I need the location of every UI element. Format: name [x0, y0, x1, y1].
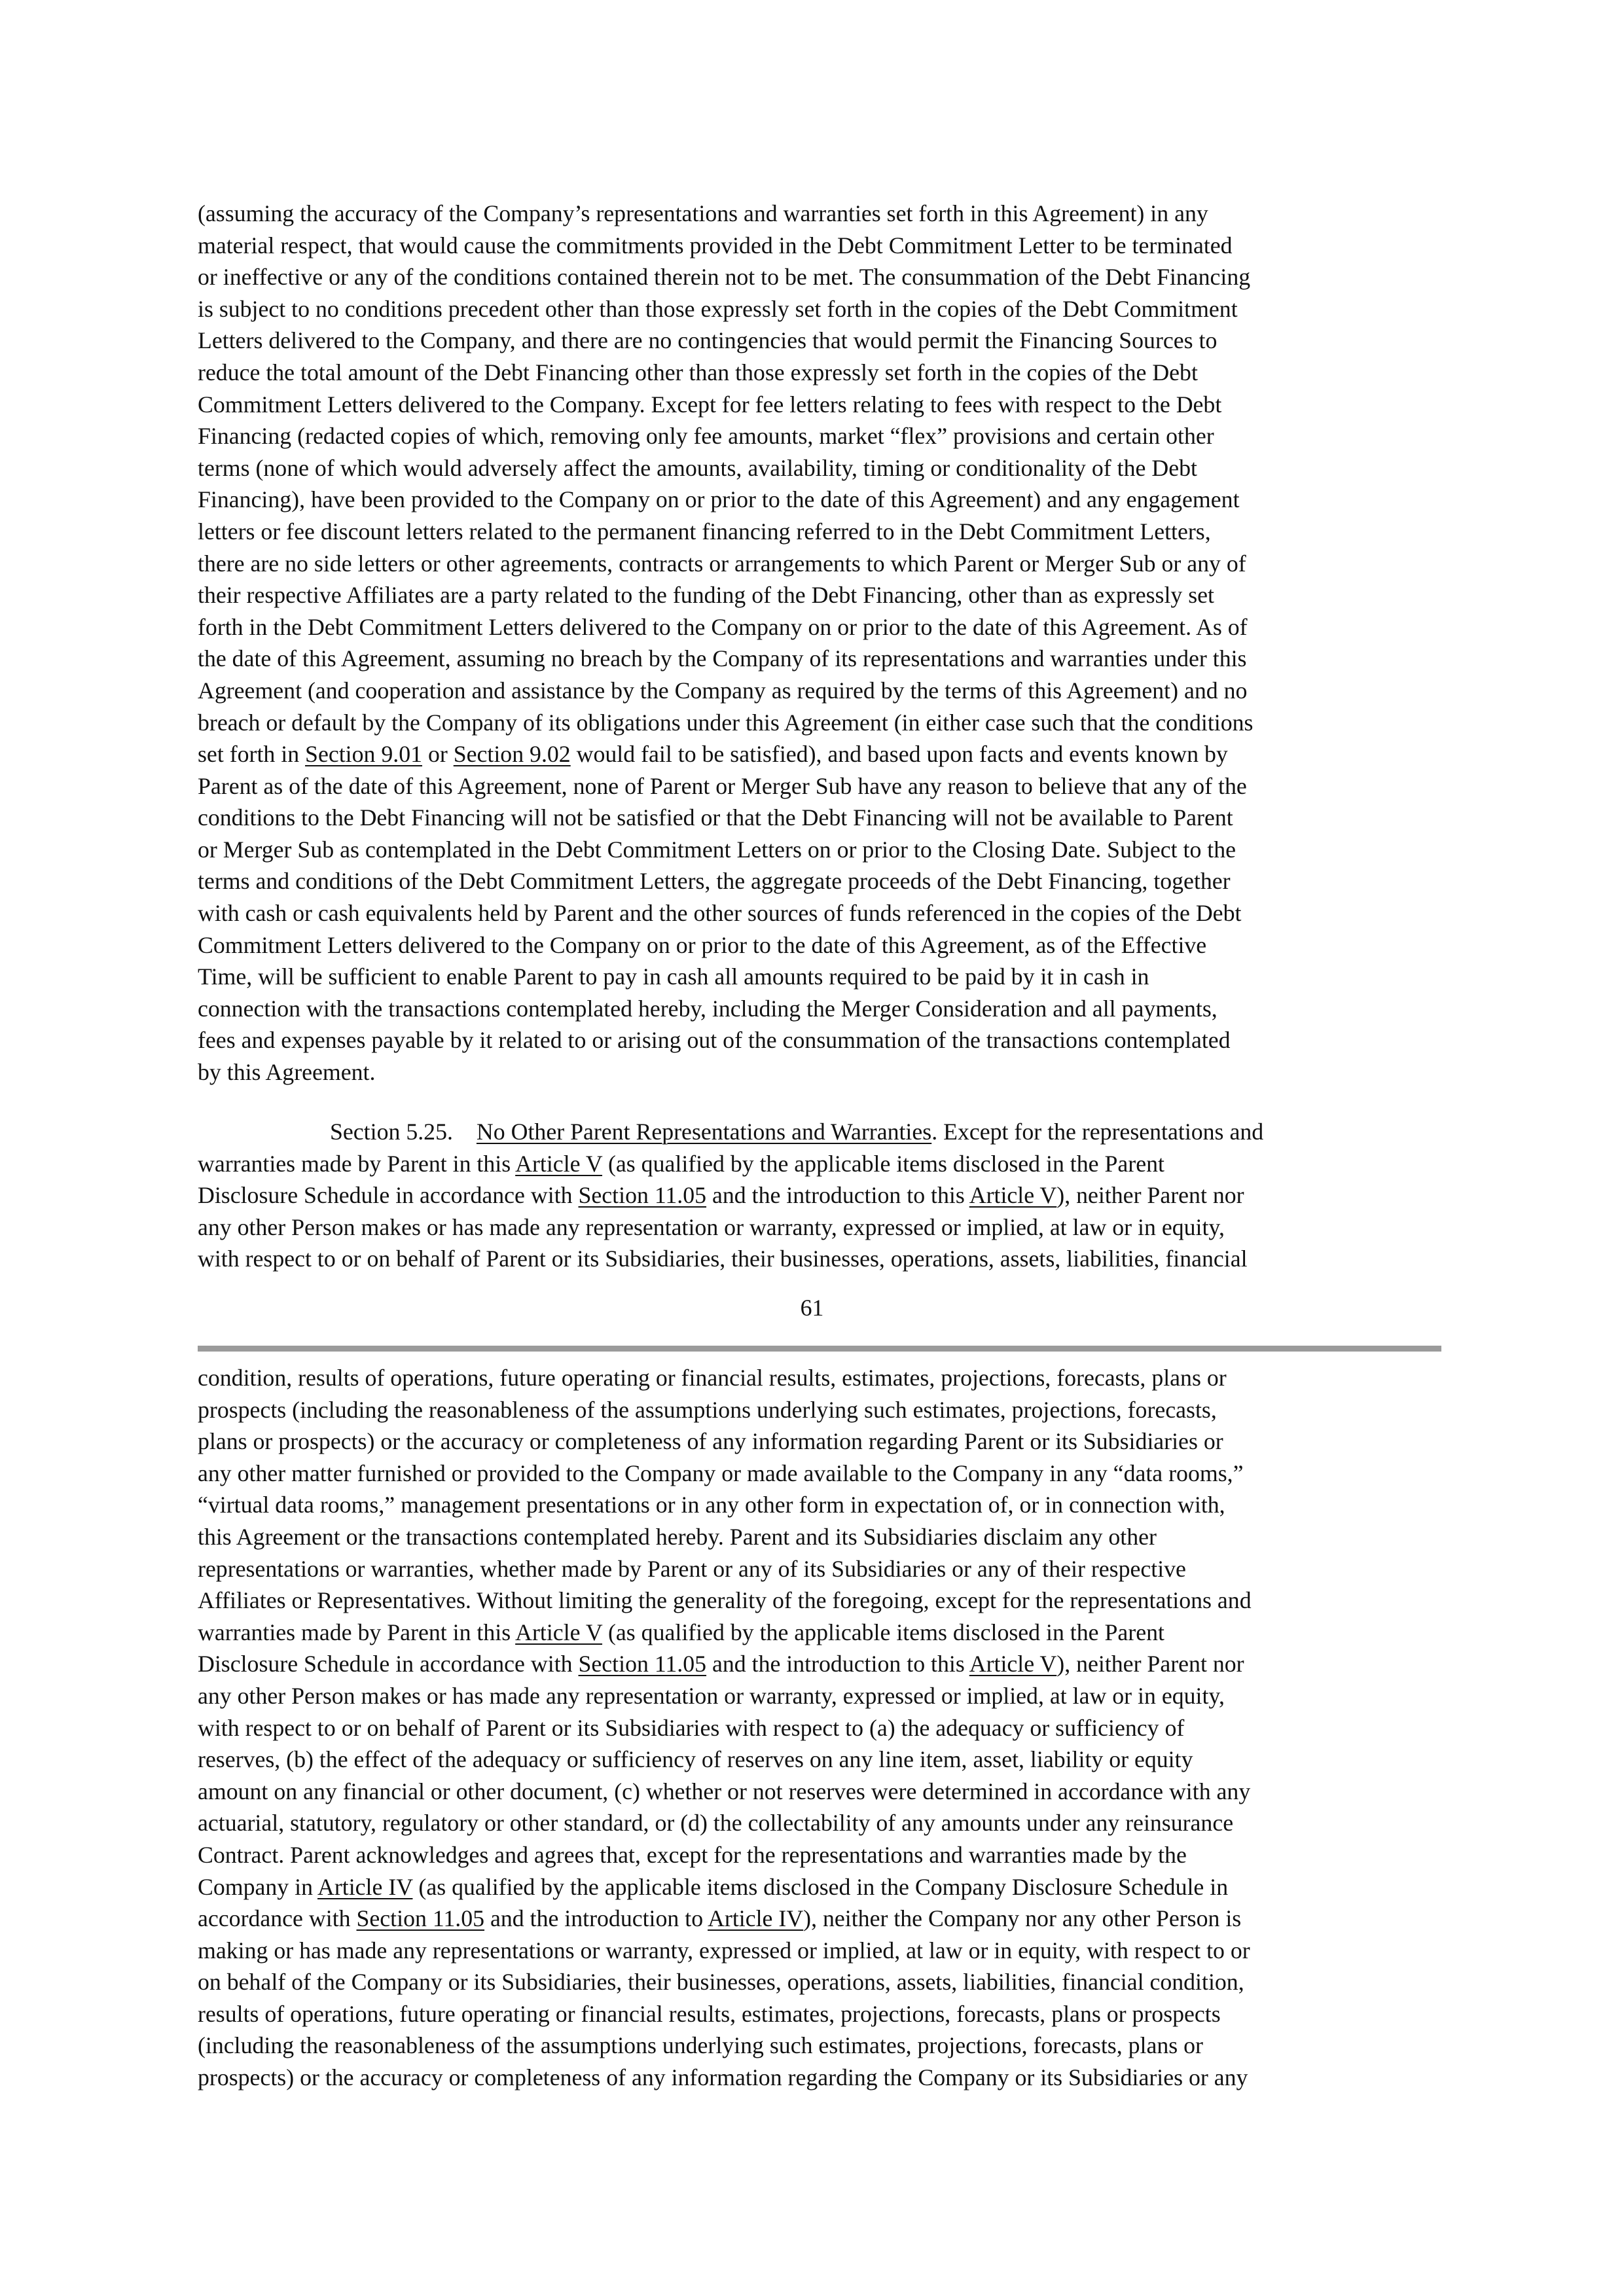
- text-line: reduce the total amount of the Debt Financing other than those expressly set forth in the copies of the Debt: [198, 359, 1198, 386]
- text-line: Time, will be sufficient to enable Parent to pay in cash all amounts required to be paid by it in cash in: [198, 963, 1149, 990]
- text-line: [198, 1116, 1441, 1148]
- text-line: or ineffective or any of the conditions contained therein not to be met. The consummation of the Debt Financing: [198, 264, 1251, 291]
- section-9-01-link[interactable]: Section 9.01: [305, 741, 423, 768]
- text-line: Commitment Letters delivered to the Company on or prior to the date of this Agreement, as of the Effective: [198, 931, 1207, 958]
- text-line: fees and expenses payable by it related to or arising out of the consummation of the transactions contemplated: [198, 1027, 1231, 1054]
- text-line: any other matter furnished or provided to the Company or made available to the Company in any “data rooms,”: [198, 1460, 1244, 1486]
- text-line: [198, 1179, 1441, 1211]
- text-line: plans or prospects) or the accuracy or completeness of any information regarding Parent or its Subsidiaries or: [198, 1428, 1223, 1455]
- text-line: Financing), have been provided to the Company on or prior to the date of this Agreement) and any engagement: [198, 486, 1240, 513]
- text-line: Affiliates or Representatives. Without limiting the generality of the foregoing, except for the representations and: [198, 1587, 1252, 1614]
- text-line: terms and conditions of the Debt Commitment Letters, the aggregate proceeds of the Debt Financing, together: [198, 868, 1231, 895]
- text-line: the date of this Agreement, assuming no breach by the Company of its representations and warranties under this: [198, 645, 1247, 672]
- section-11-05-link[interactable]: Section 11.05: [578, 1182, 707, 1209]
- text-line: with respect to or on behalf of Parent or its Subsidiaries with respect to (a) the adequacy or sufficiency of: [198, 1714, 1185, 1741]
- text-line: reserves, (b) the effect of the adequacy or sufficiency of reserves on any line item, asset, liability or equity: [198, 1746, 1193, 1773]
- article-iv-link[interactable]: Article IV: [317, 1873, 413, 1900]
- text-line: prospects) or the accuracy or completeness of any information regarding the Company or its Subsidiaries or any: [198, 2064, 1248, 2091]
- text-line: [198, 1617, 1441, 1649]
- paragraph-continuation: [198, 1362, 1441, 2094]
- text-line: is subject to no conditions precedent other than those expressly set forth in the copies of the Debt Commitment: [198, 295, 1238, 322]
- article-v-link[interactable]: Article V: [969, 1182, 1057, 1209]
- text-run: accordance with: [198, 1905, 357, 1932]
- text-line: [198, 738, 1441, 770]
- text-run: ), neither Parent nor: [1056, 1182, 1244, 1209]
- page-divider: [198, 1346, 1441, 1352]
- text-run: Company in: [198, 1873, 317, 1900]
- section-9-02-link[interactable]: Section 9.02: [453, 741, 571, 768]
- text-line: Commitment Letters delivered to the Company. Except for fee letters relating to fees with respect to the Debt: [198, 391, 1222, 418]
- text-run: warranties made by Parent in this: [198, 1619, 516, 1645]
- text-line: or Merger Sub as contemplated in the Debt Commitment Letters on or prior to the Closing Date. Subject to the: [198, 836, 1236, 863]
- text-line: [198, 1648, 1441, 1680]
- text-run: . Except for the representations and: [931, 1119, 1264, 1145]
- text-run: warranties made by Parent in this: [198, 1150, 516, 1177]
- text-line: (including the reasonableness of the assumptions underlying such estimates, projections, forecasts, plans or: [198, 2032, 1203, 2059]
- text-run: or: [422, 741, 454, 768]
- text-line: breach or default by the Company of its obligations under this Agreement (in either case such that the conditions: [198, 709, 1254, 736]
- text-line: any other Person makes or has made any representation or warranty, expressed or implied, at law or in equity,: [198, 1682, 1225, 1709]
- text-run: set forth in: [198, 741, 306, 768]
- text-line: this Agreement or the transactions contemplated hereby. Parent and its Subsidiaries disclaim any other: [198, 1523, 1157, 1550]
- text-line: making or has made any representations or warranty, expressed or implied, at law or in equity, with respect to or: [198, 1937, 1250, 1964]
- section-11-05-link[interactable]: Section 11.05: [356, 1905, 485, 1932]
- text-run: (as qualified by the applicable items disclosed in the Company Disclosure Schedule in: [412, 1873, 1229, 1900]
- text-line: [198, 1148, 1441, 1180]
- text-line: Letters delivered to the Company, and there are no contingencies that would permit the Financing Sources to: [198, 327, 1218, 354]
- page-number: 61: [800, 1295, 824, 1321]
- text-line: terms (none of which would adversely affect the amounts, availability, timing or conditionality of the Debt: [198, 454, 1197, 481]
- section-5-25-paragraph: [198, 1116, 1441, 1275]
- text-run: would fail to be satisfied), and based upon facts and events known by: [570, 741, 1228, 768]
- text-run: ), neither Parent nor: [1056, 1651, 1244, 1677]
- text-line: “virtual data rooms,” management presentations or in any other form in expectation of, or in connection with,: [198, 1492, 1225, 1518]
- paragraph-debt-financing: [198, 198, 1441, 1088]
- article-v-link[interactable]: Article V: [515, 1619, 603, 1645]
- text-run: Disclosure Schedule in accordance with: [198, 1182, 579, 1209]
- text-line: (assuming the accuracy of the Company’s representations and warranties set forth in this Agreement) in any: [198, 200, 1208, 226]
- text-line: letters or fee discount letters related to the permanent financing referred to in the Debt Commitment Letters,: [198, 518, 1211, 545]
- article-v-link[interactable]: Article V: [969, 1651, 1057, 1677]
- text-line: condition, results of operations, future operating or financial results, estimates, projections, forecasts, plans or: [198, 1365, 1227, 1391]
- text-line: prospects (including the reasonableness of the assumptions underlying such estimates, projections, forecasts,: [198, 1396, 1217, 1423]
- text-line: by this Agreement.: [198, 1059, 376, 1086]
- text-line: with respect to or on behalf of Parent or its Subsidiaries, their businesses, operations, assets, liabilities, financial: [198, 1246, 1248, 1272]
- article-v-link[interactable]: Article V: [515, 1150, 603, 1177]
- text-line: Contract. Parent acknowledges and agrees that, except for the representations and warranties made by the: [198, 1841, 1187, 1868]
- text-line: any other Person makes or has made any representation or warranty, expressed or implied, at law or in equity,: [198, 1213, 1225, 1240]
- text-line: Parent as of the date of this Agreement, none of Parent or Merger Sub have any reason to believe that any of the: [198, 772, 1247, 799]
- text-run: and the introduction to this: [706, 1651, 969, 1677]
- text-line: amount on any financial or other document, (c) whether or not reserves were determined in accordance with any: [198, 1778, 1251, 1804]
- text-line: actuarial, statutory, regulatory or other standard, or (d) the collectability of any amounts under any reinsurance: [198, 1810, 1234, 1837]
- text-run: (as qualified by the applicable items disclosed in the Parent: [602, 1619, 1164, 1645]
- text-line: forth in the Debt Commitment Letters delivered to the Company on or prior to the date of this Agreement. As of: [198, 613, 1248, 640]
- text-run: and the introduction to: [484, 1905, 708, 1932]
- text-line: Financing (redacted copies of which, removing only fee amounts, market “flex” provisions and certain other: [198, 423, 1214, 450]
- text-line: conditions to the Debt Financing will not be satisfied or that the Debt Financing will not be available to Parent: [198, 804, 1233, 831]
- section-number: Section 5.25.: [330, 1119, 453, 1145]
- text-line: with cash or cash equivalents held by Parent and the other sources of funds referenced in the copies of the Debt: [198, 900, 1242, 927]
- text-line: [198, 1871, 1441, 1903]
- text-run: ), neither the Company nor any other Person is: [803, 1905, 1242, 1932]
- text-run: Disclosure Schedule in accordance with: [198, 1651, 579, 1677]
- article-iv-link[interactable]: Article IV: [708, 1905, 804, 1932]
- text-line: [198, 1903, 1441, 1935]
- text-line: results of operations, future operating or financial results, estimates, projections, forecasts, plans or prospects: [198, 2000, 1221, 2027]
- text-line: material respect, that would cause the commitments provided in the Debt Commitment Letter to be terminated: [198, 232, 1233, 259]
- section-11-05-link[interactable]: Section 11.05: [578, 1651, 707, 1677]
- text-line: their respective Affiliates are a party related to the funding of the Debt Financing, other than as expressly set: [198, 582, 1215, 609]
- text-line: on behalf of the Company or its Subsidiaries, their businesses, operations, assets, liabilities, financial condition,: [198, 1969, 1244, 1996]
- text-line: Agreement (and cooperation and assistance by the Company as required by the terms of this Agreement) and no: [198, 677, 1248, 704]
- section-heading: No Other Parent Representations and Warranties: [476, 1119, 932, 1145]
- text-run: (as qualified by the applicable items disclosed in the Parent: [602, 1150, 1164, 1177]
- text-line: connection with the transactions contemplated hereby, including the Merger Consideration and all payments,: [198, 995, 1218, 1022]
- text-run: and the introduction to this: [706, 1182, 969, 1209]
- text-line: there are no side letters or other agreements, contracts or arrangements to which Parent or Merger Sub or any of: [198, 550, 1246, 577]
- text-line: representations or warranties, whether made by Parent or any of its Subsidiaries or any of their respective: [198, 1555, 1186, 1582]
